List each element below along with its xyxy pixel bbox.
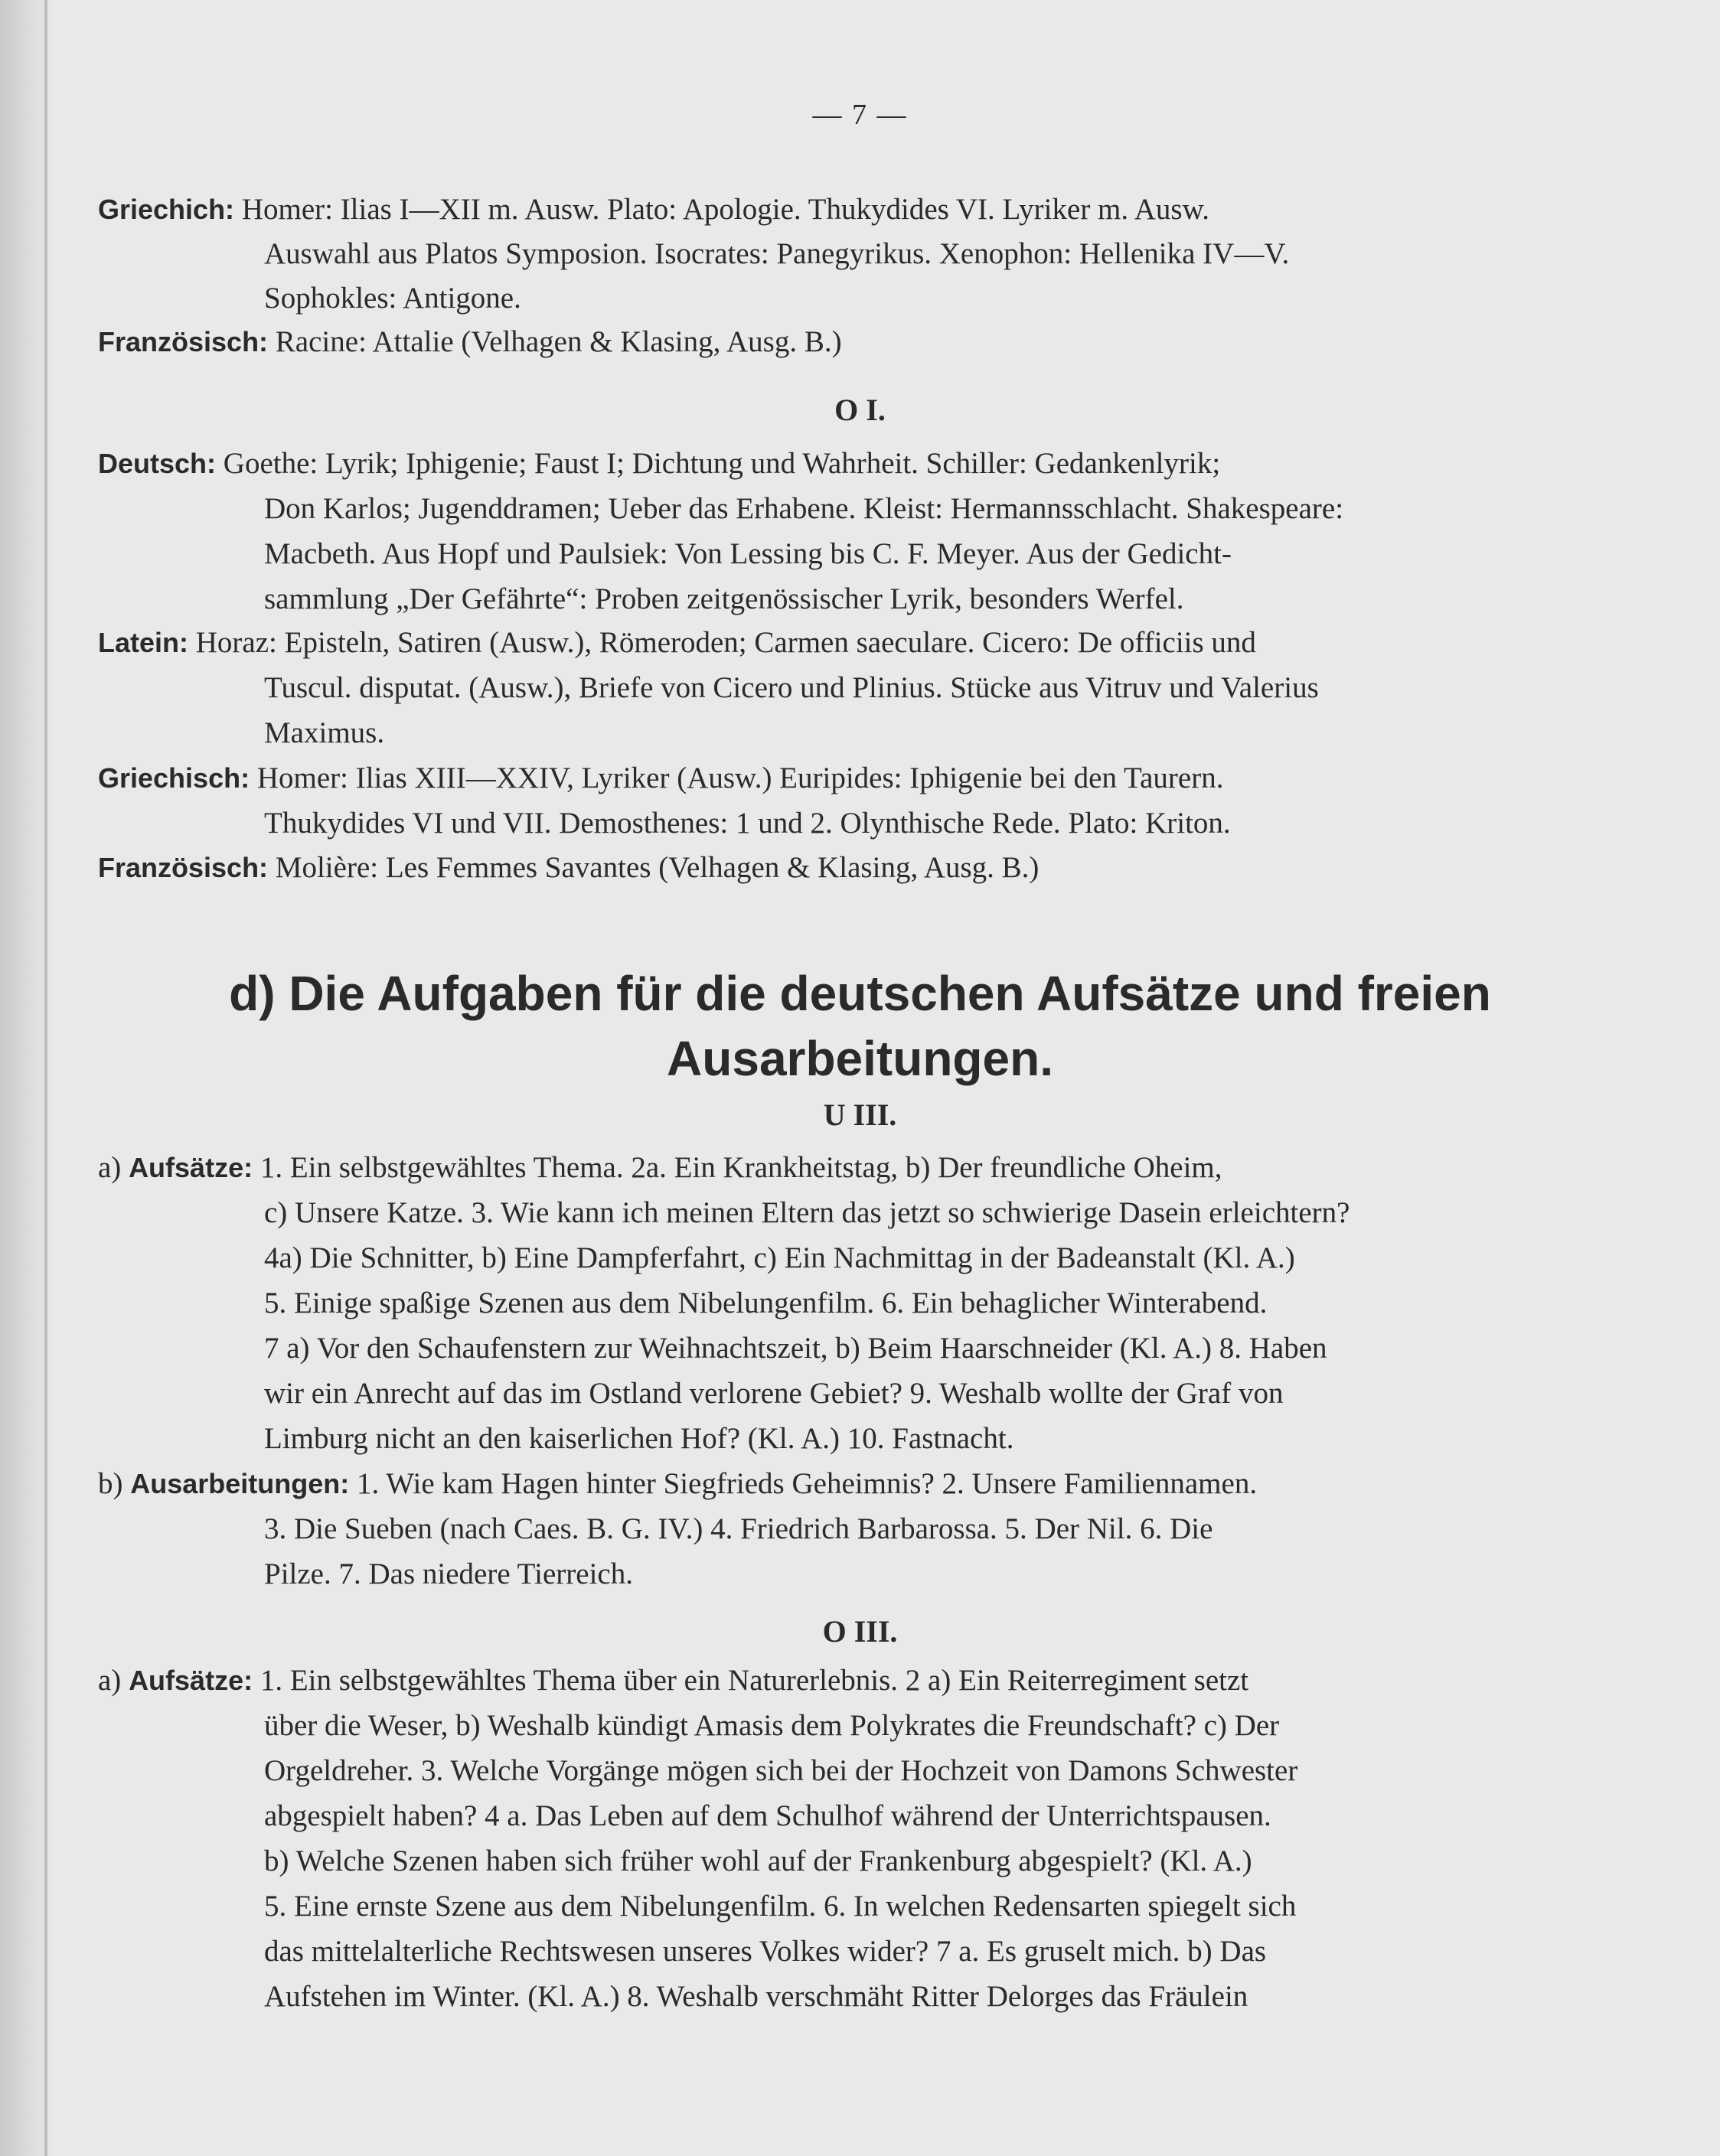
entry-line: über die Weser, b) Weshalb kündigt Amasis dem Polykrates die Freundschaft? c) Der xyxy=(264,1709,1280,1742)
latein-entry xyxy=(98,625,1256,661)
entry-line: Maximus. xyxy=(264,716,385,749)
franzoesisch-entry xyxy=(98,324,842,360)
class-heading-uiii: U III. xyxy=(823,1098,897,1132)
oiii-aufsaetze-entry xyxy=(98,1662,1248,1699)
entry-line: abgespielt haben? 4 a. Das Leben auf dem Schulhof während der Unterrichtspausen. xyxy=(264,1799,1271,1832)
entry-line: Pilze. 7. Das niedere Tierreich. xyxy=(264,1557,633,1590)
subject-label: Deutsch: xyxy=(98,448,217,479)
subject-label: Französisch: xyxy=(98,326,269,357)
list-prefix: a) xyxy=(98,1151,122,1184)
subject-label: Französisch: xyxy=(98,852,269,883)
uiii-aufsaetze-entry xyxy=(98,1150,1222,1186)
entry-text: Molière: Les Femmes Savantes (Velhagen & Klasing, Ausg. B.) xyxy=(275,851,1040,884)
deutsch-entry xyxy=(98,445,1220,482)
entry-line: das mittelalterliche Rechtswesen unseres Volkes wider? 7 a. Es gruselt mich. b) Das xyxy=(264,1935,1267,1968)
entry-line: wir ein Anrecht auf das im Ostland verlorene Gebiet? 9. Weshalb wollte der Graf von xyxy=(264,1377,1284,1410)
class-heading-oiii: O III. xyxy=(822,1614,898,1649)
entry-line: b) Welche Szenen haben sich früher wohl auf der Frankenburg abgespielt? (Kl. A.) xyxy=(264,1845,1252,1877)
entry-line: 5. Einige spaßige Szenen aus dem Nibelungenfilm. 6. Ein behaglicher Winterabend. xyxy=(264,1287,1268,1319)
entry-text: Racine: Attalie (Velhagen & Klasing, Ausg. B.) xyxy=(275,325,842,358)
entry-line: Sophokles: Antigone. xyxy=(264,282,521,315)
list-prefix: b) xyxy=(98,1467,123,1500)
entry-line: 4a) Die Schnitter, b) Eine Dampferfahrt, c) Ein Nachmittag in der Badeanstalt (Kl. A.) xyxy=(264,1241,1295,1274)
entry-line: sammlung „Der Gefährte“: Proben zeitgenössischer Lyrik, besonders Werfel. xyxy=(264,582,1184,615)
entry-text: Homer: Ilias XIII—XXIV, Lyriker (Ausw.) Euripides: Iphigenie bei den Taurern. xyxy=(256,762,1224,794)
griechisch-entry xyxy=(98,191,1209,228)
entry-text: 1. Ein selbstgewähltes Thema. 2a. Ein Krankheitstag, b) Der freundliche Oheim, xyxy=(259,1151,1222,1184)
subject-label: Latein: xyxy=(98,627,189,658)
class-heading-oi: O I. xyxy=(834,393,886,427)
subject-label: Griechisch: xyxy=(98,762,250,794)
uiii-ausarbeitungen-entry xyxy=(98,1466,1257,1502)
entry-line: 5. Eine ernste Szene aus dem Nibelungenfilm. 6. In welchen Redensarten spiegelt sich xyxy=(264,1890,1297,1923)
entry-line: Auswahl aus Platos Symposion. Isocrates: Panegyrikus. Xenophon: Hellenika IV—V. xyxy=(264,237,1290,270)
entry-line: Macbeth. Aus Hopf und Paulsiek: Von Lessing bis C. F. Meyer. Aus der Gedicht- xyxy=(264,537,1232,570)
main-heading-line-2: Ausarbeitungen. xyxy=(667,1031,1053,1086)
page-number: — 7 — xyxy=(812,99,908,131)
entry-text: Horaz: Episteln, Satiren (Ausw.), Römeroden; Carmen saeculare. Cicero: De officiis und xyxy=(195,626,1256,659)
entry-text: Goethe: Lyrik; Iphigenie; Faust I; Dichtung und Wahrheit. Schiller: Gedankenlyrik; xyxy=(223,447,1221,480)
category-label: Aufsätze: xyxy=(129,1665,253,1696)
list-prefix: a) xyxy=(98,1664,122,1697)
main-heading-line-1: d) Die Aufgaben für die deutschen Aufsätze und freien xyxy=(229,966,1491,1021)
franzoesisch-entry-2 xyxy=(98,850,1039,886)
entry-line: Orgeldreher. 3. Welche Vorgänge mögen sich bei der Hochzeit von Damons Schwester xyxy=(264,1754,1298,1787)
entry-text: 1. Wie kam Hagen hinter Siegfrieds Geheimnis? 2. Unsere Familiennamen. xyxy=(357,1467,1258,1500)
category-label: Aufsätze: xyxy=(129,1152,253,1183)
entry-line: 7 a) Vor den Schaufenstern zur Weihnachtszeit, b) Beim Haarschneider (Kl. A.) 8. Haben xyxy=(264,1332,1327,1365)
griechisch-entry-2 xyxy=(98,760,1223,797)
entry-text: 1. Ein selbstgewähltes Thema über ein Naturerlebnis. 2 a) Ein Reiterregiment setzt xyxy=(259,1664,1249,1697)
category-label: Ausarbeitungen: xyxy=(130,1468,350,1499)
subject-label: Griechich: xyxy=(98,194,235,225)
entry-line: Aufstehen im Winter. (Kl. A.) 8. Weshalb verschmäht Ritter Delorges das Fräulein xyxy=(264,1980,1248,2013)
entry-text: Homer: Ilias I—XII m. Ausw. Plato: Apologie. Thukydides VI. Lyriker m. Ausw. xyxy=(241,193,1209,226)
entry-line: Thukydides VI und VII. Demosthenes: 1 und 2. Olynthische Rede. Plato: Kriton. xyxy=(264,807,1231,840)
entry-line: Limburg nicht an den kaiserlichen Hof? (Kl. A.) 10. Fastnacht. xyxy=(264,1422,1014,1455)
entry-line: Tuscul. disputat. (Ausw.), Briefe von Cicero und Plinius. Stücke aus Vitruv und Valerius xyxy=(264,671,1319,704)
entry-line: Don Karlos; Jugenddramen; Ueber das Erhabene. Kleist: Hermannsschlacht. Shakespeare: xyxy=(264,492,1344,525)
entry-line: c) Unsere Katze. 3. Wie kann ich meinen Eltern das jetzt so schwierige Dasein erleichtern? xyxy=(264,1196,1350,1229)
entry-line: 3. Die Sueben (nach Caes. B. G. IV.) 4. Friedrich Barbarossa. 5. Der Nil. 6. Die xyxy=(264,1512,1213,1545)
